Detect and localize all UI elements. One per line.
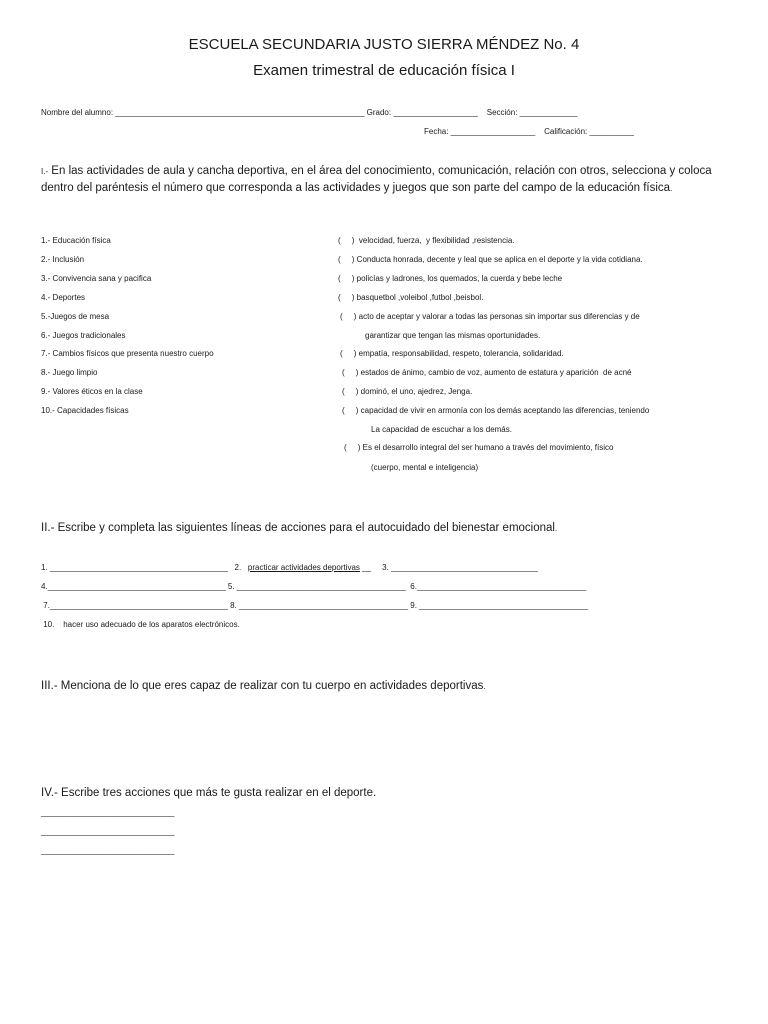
section-4-instruction: IV.- Escribe tres acciones que más te gusta realizar en el deporte. (41, 787, 377, 799)
right-item-3: ( ) policías y ladrones, los quemados, la cuerda y bebe leche (338, 274, 563, 283)
answer-2-text: practicar actividades deportivas (247, 563, 360, 572)
section-2-text: II.- Escribe y completa las siguientes líneas de acciones para el autocuidado del bienestar emocional (41, 522, 555, 534)
right-item-2: ( ) Conducta honrada, decente y leal que se aplica en el deporte y la vida cotidiana. (338, 255, 643, 264)
right-item-10-continued: (cuerpo, mental e inteligencia) (371, 463, 479, 472)
left-item-8: 8.- Juego limpio (41, 368, 98, 377)
right-item-5-continued: garantizar que tengan las mismas oportunidades. (365, 331, 541, 340)
section-1-prefix: I.- (41, 167, 49, 176)
right-item-10: ( ) Es el desarrollo integral del ser humano a través del movimiento, físico (344, 443, 614, 452)
date-grade-line: Fecha: ___________________ Calificación: __________ (424, 127, 634, 136)
student-info-line: Nombre del alumno: ________________________________________________________ Grado: ___________________ Sección: _____________ (41, 108, 578, 117)
section-1-instruction (41, 163, 731, 197)
left-item-9: 9.- Valores éticos en la clase (41, 387, 143, 396)
right-item-5: ( ) acto de aceptar y valorar a todas las personas sin importar sus diferencias y de (340, 312, 640, 321)
right-item-9-continued: La capacidad de escuchar a los demás. (371, 425, 512, 434)
answer-line-2: ______________________________ (41, 827, 175, 836)
right-item-4: ( ) basquetbol ,voleibol ,futbol ,beisbol. (338, 293, 484, 302)
left-item-6: 6.- Juegos tradicionales (41, 331, 126, 340)
section-2-end: . (554, 524, 558, 533)
section-3-end: . (483, 682, 486, 691)
answer-row-2: 4.________________________________________ 5. ______________________________________ 6.______________________________________ (41, 582, 587, 591)
answer-line-1: ______________________________ (41, 808, 175, 817)
left-item-4: 4.- Deportes (41, 293, 86, 302)
left-item-10: 10.- Capacidades físicas (41, 406, 129, 415)
left-item-1: 1.- Educación física (41, 236, 111, 245)
answer-row-1-end: __ 3. _________________________________ (359, 563, 538, 572)
left-item-2: 2.- Inclusión (41, 255, 85, 264)
left-item-3: 3.- Convivencia sana y pacifica (41, 274, 152, 283)
left-item-7: 7.- Cambios físicos que presenta nuestro cuerpo (41, 349, 214, 358)
right-item-9: ( ) capacidad de vivir en armonía con los demás aceptando las diferencias, teniendo (342, 406, 650, 415)
school-name: ESCUELA SECUNDARIA JUSTO SIERRA MÉNDEZ No. 4 (188, 36, 580, 53)
answer-row-1-start: 1. ________________________________________ 2. (41, 563, 242, 572)
section-3-text: III.- Menciona de lo que eres capaz de realizar con tu cuerpo en actividades deportivas (41, 680, 484, 692)
exam-title: Examen trimestral de educación física I (253, 62, 515, 79)
answer-row-3: 7.________________________________________ 8. ______________________________________ 9. ______________________________________ (41, 601, 589, 610)
section-2-instruction (41, 520, 557, 537)
right-item-1: ( ) velocidad, fuerza, y flexibilidad ,resistencia. (338, 236, 515, 245)
section-1-text: En las actividades de aula y cancha deportiva, en el área del conocimiento, comunicación, relación con otros, selecciona y coloca dentro del paréntesis el número que corresponda a las actividades y juegos que son parte del campo de la educación física (41, 165, 712, 194)
section-1-end: . (670, 184, 673, 193)
answer-row-4: 10. hacer uso adecuado de los aparatos electrónicos. (41, 620, 240, 629)
left-item-5: 5.-Juegos de mesa (41, 312, 110, 321)
section-3-instruction (41, 678, 486, 695)
answer-row-1 (41, 563, 538, 572)
right-item-7: ( ) estados de ánimo, cambio de voz, aumento de estatura y aparición de acné (342, 368, 632, 377)
answer-line-3: ______________________________ (41, 846, 175, 855)
right-item-6: ( ) empatía, responsabilidad, respeto, tolerancia, solidaridad. (340, 349, 564, 358)
right-item-8: ( ) dominó, el uno, ajedrez, Jenga. (342, 387, 473, 396)
